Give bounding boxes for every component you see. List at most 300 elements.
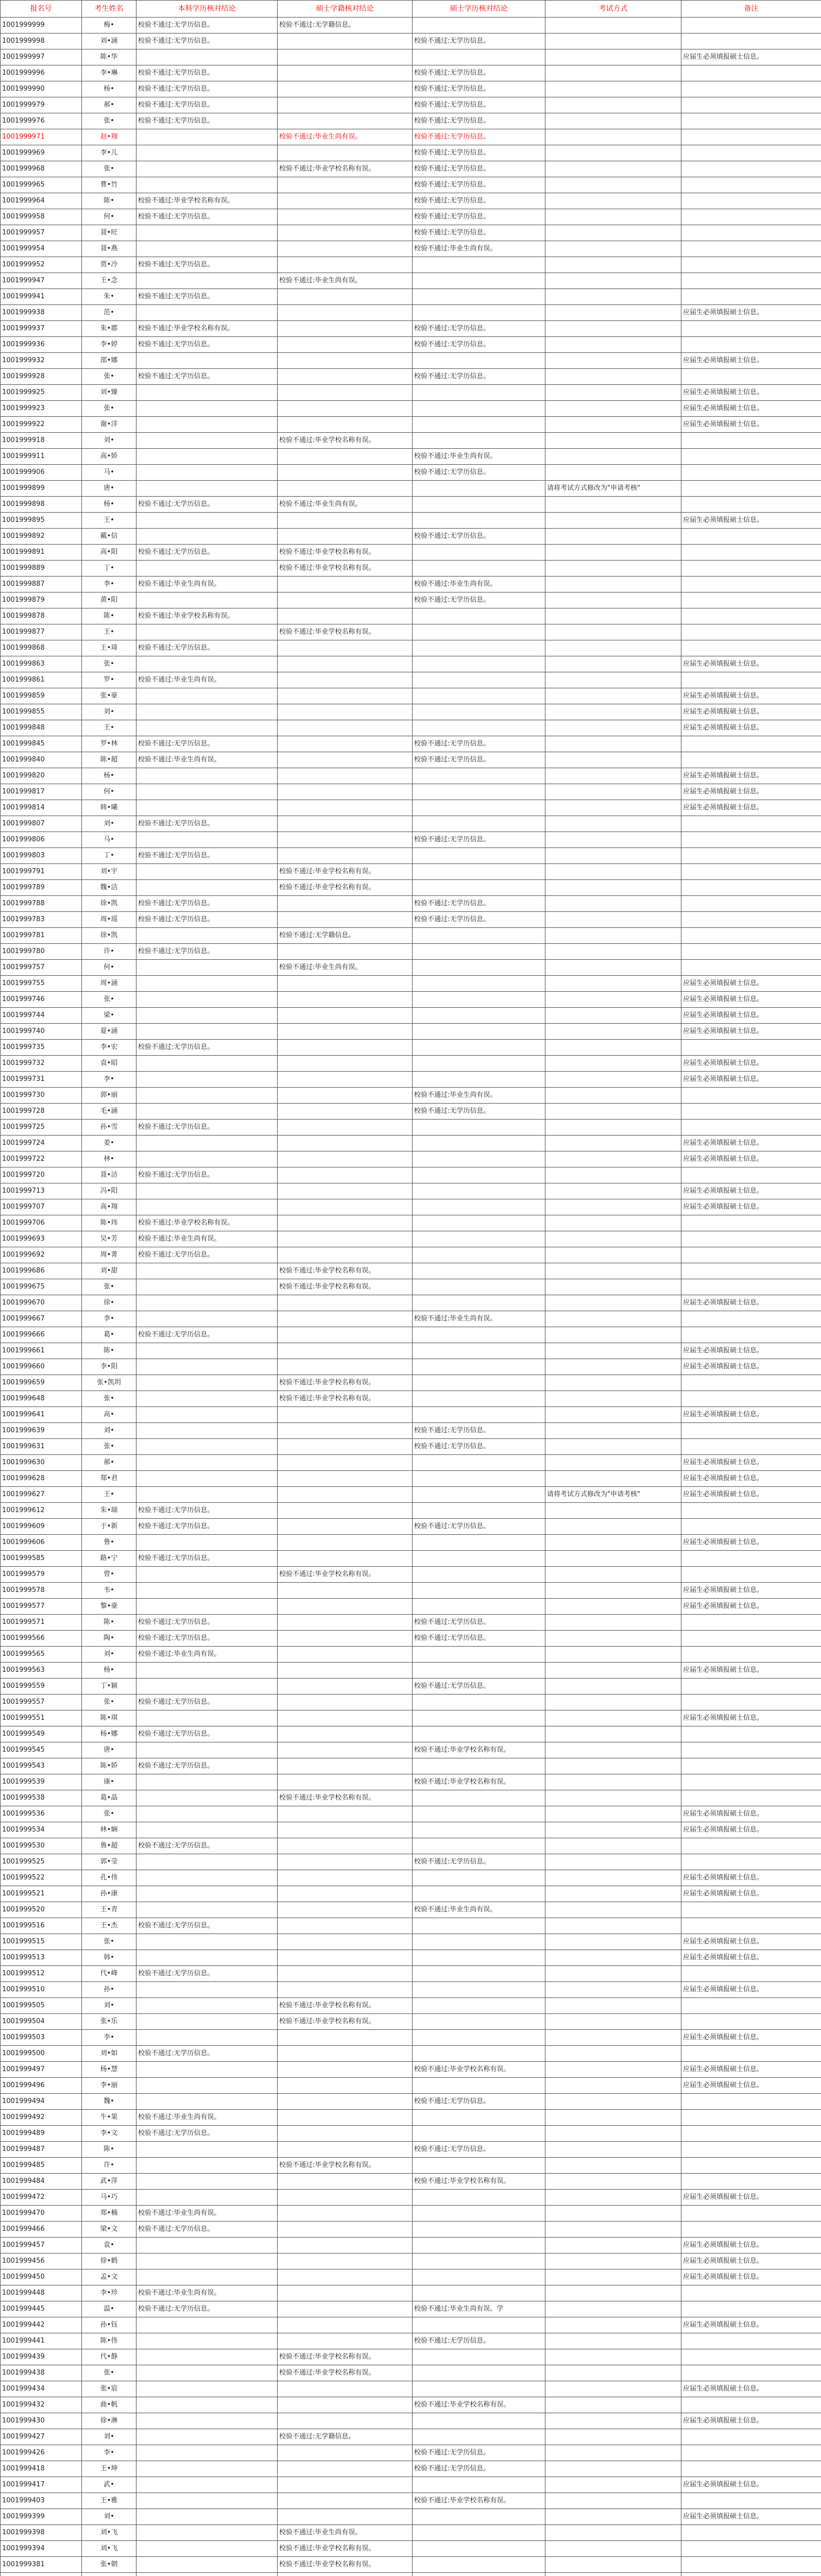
cell-bachelor-degree-check[interactable]: 校验不通过:无学历信息。 [136,1726,278,1742]
cell-remarks[interactable] [681,1854,821,1870]
cell-bachelor-degree-check[interactable]: 校验不通过:无学历信息。 [136,1966,278,1982]
cell-exam-method[interactable] [545,1407,681,1423]
table-row[interactable] [1,209,821,225]
cell-master-degree-check[interactable]: 校验不通过:无学历信息。 [413,81,545,97]
cell-bachelor-degree-check[interactable] [136,1854,278,1870]
table-row[interactable] [1,976,821,992]
cell-candidate-name[interactable]: 王•念 [82,273,136,289]
cell-exam-method[interactable] [545,1088,681,1104]
cell-remarks[interactable]: 应届生必须填报硕士信息。 [681,2030,821,2046]
cell-exam-method[interactable] [545,640,681,656]
cell-remarks[interactable]: 应届生必须填报硕士信息。 [681,1870,821,1886]
cell-master-degree-check[interactable] [413,2126,545,2142]
cell-remarks[interactable]: 应届生必须填报硕士信息。 [681,2253,821,2269]
cell-remarks[interactable]: 应届生必须填报硕士信息。 [681,1710,821,1726]
cell-registration-number[interactable]: 1001999724 [1,1136,82,1151]
cell-registration-number[interactable]: 1001999496 [1,2078,82,2094]
cell-exam-method[interactable] [545,784,681,800]
cell-bachelor-degree-check[interactable] [136,2461,278,2477]
cell-master-enrollment-check[interactable] [278,209,413,225]
cell-master-enrollment-check[interactable] [278,1056,413,1072]
cell-exam-method[interactable] [545,209,681,225]
cell-registration-number[interactable]: 1001999571 [1,1615,82,1631]
cell-master-degree-check[interactable] [413,800,545,816]
cell-exam-method[interactable] [545,1870,681,1886]
cell-master-enrollment-check[interactable] [278,177,413,193]
cell-candidate-name[interactable]: 王•坤 [82,2461,136,2477]
cell-candidate-name[interactable]: 曾• [82,1567,136,1583]
cell-master-degree-check[interactable]: 校验不通过:毕业生尚有误。学 [413,2301,545,2317]
cell-master-degree-check[interactable]: 校验不通过:无学历信息。 [413,65,545,81]
table-row[interactable] [1,1151,821,1167]
cell-candidate-name[interactable]: 陈•伟 [82,2333,136,2349]
cell-master-degree-check[interactable]: 校验不通过:无学历信息。 [413,752,545,768]
cell-exam-method[interactable] [545,1247,681,1263]
cell-exam-method[interactable] [545,1503,681,1519]
cell-master-enrollment-check[interactable] [278,577,413,592]
cell-candidate-name[interactable]: 马• [82,832,136,848]
cell-master-enrollment-check[interactable] [278,1439,413,1455]
header-master-degree-check[interactable]: 硕士学历核对结论 [413,1,545,18]
cell-master-degree-check[interactable]: 校验不通过:毕业学校名称有误。 [413,2174,545,2190]
table-row[interactable] [1,1040,821,1056]
cell-registration-number[interactable]: 1001999457 [1,2238,82,2253]
cell-master-degree-check[interactable] [413,1503,545,1519]
cell-master-degree-check[interactable] [413,2190,545,2206]
cell-bachelor-degree-check[interactable] [136,1710,278,1726]
table-row[interactable] [1,1423,821,1439]
cell-exam-method[interactable] [545,2557,681,2573]
cell-master-degree-check[interactable]: 校验不通过:无学历信息。 [413,193,545,209]
cell-master-degree-check[interactable] [413,1231,545,1247]
cell-master-enrollment-check[interactable] [278,113,413,129]
cell-exam-method[interactable] [545,513,681,529]
cell-candidate-name[interactable]: 范• [82,305,136,321]
cell-master-enrollment-check[interactable] [278,529,413,545]
cell-remarks[interactable] [681,193,821,209]
table-row[interactable] [1,2573,821,2576]
cell-candidate-name[interactable]: 孙•钰 [82,2317,136,2333]
cell-bachelor-degree-check[interactable]: 校验不通过:无学历信息。 [136,816,278,832]
table-row[interactable] [1,1295,821,1311]
cell-master-enrollment-check[interactable]: 校验不通过:毕业学校名称有误。 [278,864,413,880]
table-row[interactable] [1,1167,821,1183]
cell-master-enrollment-check[interactable] [278,1838,413,1854]
cell-master-degree-check[interactable] [413,688,545,704]
table-row[interactable] [1,2429,821,2445]
cell-exam-method[interactable] [545,1854,681,1870]
cell-remarks[interactable] [681,33,821,49]
cell-bachelor-degree-check[interactable]: 校验不通过:无学历信息。 [136,1694,278,1710]
cell-candidate-name[interactable]: 曹•竹 [82,177,136,193]
cell-candidate-name[interactable]: 张•朝 [82,2557,136,2573]
cell-master-degree-check[interactable] [413,1822,545,1838]
cell-bachelor-degree-check[interactable] [136,305,278,321]
table-row[interactable] [1,1407,821,1423]
cell-master-enrollment-check[interactable] [278,401,413,417]
table-row[interactable] [1,2142,821,2158]
cell-registration-number[interactable]: 1001999485 [1,2158,82,2174]
table-row[interactable] [1,449,821,465]
cell-master-degree-check[interactable]: 校验不通过:无学历信息。 [413,161,545,177]
cell-exam-method[interactable] [545,65,681,81]
cell-exam-method[interactable] [545,2477,681,2493]
cell-master-degree-check[interactable]: 校验不通过:无学历信息。 [413,369,545,385]
cell-candidate-name[interactable]: 陈• [82,1343,136,1359]
cell-bachelor-degree-check[interactable] [136,2413,278,2429]
cell-master-enrollment-check[interactable]: 校验不通过:毕业生尚有误。 [278,273,413,289]
cell-master-degree-check[interactable]: 校验不通过:毕业生尚有误。 [413,1902,545,1918]
cell-bachelor-degree-check[interactable] [136,688,278,704]
cell-bachelor-degree-check[interactable] [136,1343,278,1359]
cell-candidate-name[interactable]: 高•翔 [82,1199,136,1215]
cell-bachelor-degree-check[interactable] [136,704,278,720]
cell-exam-method[interactable] [545,944,681,960]
cell-master-enrollment-check[interactable] [278,688,413,704]
cell-candidate-name[interactable]: 郭•丽 [82,1088,136,1104]
table-row[interactable] [1,2206,821,2222]
cell-master-degree-check[interactable] [413,2509,545,2525]
cell-remarks[interactable] [681,640,821,656]
table-row[interactable] [1,704,821,720]
cell-bachelor-degree-check[interactable] [136,880,278,896]
cell-exam-method[interactable] [545,800,681,816]
cell-remarks[interactable] [681,1215,821,1231]
cell-master-enrollment-check[interactable]: 校验不通过:毕业学校名称有误。 [278,2541,413,2557]
table-row[interactable] [1,2525,821,2541]
cell-exam-method[interactable] [545,273,681,289]
cell-candidate-name[interactable]: 陈• [82,2142,136,2158]
table-row[interactable] [1,2413,821,2429]
table-row[interactable] [1,1279,821,1295]
cell-remarks[interactable]: 应届生必须填报硕士信息。 [681,1886,821,1902]
table-row[interactable] [1,1455,821,1471]
cell-exam-method[interactable] [545,385,681,401]
cell-master-enrollment-check[interactable]: 校验不通过:毕业学校名称有误。 [278,624,413,640]
cell-remarks[interactable] [681,1231,821,1247]
cell-master-degree-check[interactable] [413,417,545,433]
cell-candidate-name[interactable]: 林• [82,1151,136,1167]
cell-exam-method[interactable] [545,225,681,241]
cell-exam-method[interactable] [545,1663,681,1679]
cell-master-enrollment-check[interactable] [278,2317,413,2333]
cell-exam-method[interactable] [545,561,681,577]
cell-exam-method[interactable] [545,1104,681,1120]
cell-remarks[interactable] [681,241,821,257]
cell-master-enrollment-check[interactable] [278,2573,413,2576]
cell-remarks[interactable] [681,2142,821,2158]
cell-candidate-name[interactable]: 王• [82,720,136,736]
cell-remarks[interactable]: 应届生必须填报硕士信息。 [681,417,821,433]
cell-master-enrollment-check[interactable] [278,1455,413,1471]
cell-registration-number[interactable]: 1001999692 [1,1247,82,1263]
cell-candidate-name[interactable]: 张•宸 [82,2381,136,2397]
cell-registration-number[interactable]: 1001999438 [1,2365,82,2381]
cell-bachelor-degree-check[interactable]: 校验不通过:毕业学校名称有误。 [136,608,278,624]
cell-registration-number[interactable]: 1001999530 [1,1838,82,1854]
cell-master-degree-check[interactable] [413,1934,545,1950]
table-row[interactable] [1,1822,821,1838]
cell-master-enrollment-check[interactable]: 校验不通过:毕业学校名称有误。 [278,1375,413,1391]
cell-candidate-name[interactable]: 何• [82,960,136,976]
cell-master-degree-check[interactable] [413,2349,545,2365]
cell-master-degree-check[interactable] [413,1151,545,1167]
cell-candidate-name[interactable]: 丁• [82,848,136,864]
cell-bachelor-degree-check[interactable] [136,1391,278,1407]
cell-exam-method[interactable] [545,1679,681,1694]
cell-master-enrollment-check[interactable] [278,1615,413,1631]
cell-remarks[interactable]: 应届生必须填报硕士信息。 [681,1455,821,1471]
cell-remarks[interactable]: 应届生必须填报硕士信息。 [681,1056,821,1072]
table-row[interactable] [1,81,821,97]
cell-bachelor-degree-check[interactable] [136,768,278,784]
cell-bachelor-degree-check[interactable] [136,2557,278,2573]
table-row[interactable] [1,1567,821,1583]
table-row[interactable] [1,656,821,672]
table-row[interactable] [1,177,821,193]
cell-exam-method[interactable] [545,497,681,513]
cell-remarks[interactable] [681,2285,821,2301]
cell-master-enrollment-check[interactable] [278,2062,413,2078]
cell-remarks[interactable]: 应届生必须填报硕士信息。 [681,2078,821,2094]
cell-master-degree-check[interactable]: 校验不通过:无学历信息。 [413,1519,545,1535]
table-row[interactable] [1,2030,821,2046]
cell-master-degree-check[interactable] [413,944,545,960]
cell-master-degree-check[interactable] [413,928,545,944]
cell-candidate-name[interactable]: 魏• [82,2094,136,2110]
cell-exam-method[interactable] [545,193,681,209]
cell-exam-method[interactable] [545,2445,681,2461]
cell-bachelor-degree-check[interactable] [136,2397,278,2413]
table-row[interactable] [1,305,821,321]
cell-remarks[interactable]: 应届生必须填报硕士信息。 [681,353,821,369]
table-row[interactable] [1,736,821,752]
cell-exam-method[interactable] [545,752,681,768]
cell-exam-method[interactable] [545,2509,681,2525]
cell-candidate-name[interactable]: 徐•凯 [82,928,136,944]
cell-exam-method[interactable] [545,545,681,561]
cell-master-degree-check[interactable] [413,1247,545,1263]
cell-exam-method[interactable] [545,337,681,353]
cell-master-enrollment-check[interactable] [278,768,413,784]
cell-remarks[interactable] [681,2206,821,2222]
cell-exam-method[interactable] [545,1966,681,1982]
cell-remarks[interactable] [681,65,821,81]
cell-master-enrollment-check[interactable] [278,1631,413,1647]
cell-master-enrollment-check[interactable] [278,1311,413,1327]
cell-exam-method[interactable] [545,896,681,912]
cell-exam-method[interactable] [545,1615,681,1631]
table-row[interactable] [1,401,821,417]
cell-bachelor-degree-check[interactable] [136,1902,278,1918]
cell-bachelor-degree-check[interactable] [136,161,278,177]
cell-candidate-name[interactable]: 周•菁 [82,1247,136,1263]
cell-candidate-name[interactable]: 杨•慧 [82,2062,136,2078]
cell-registration-number[interactable]: 1001999730 [1,1088,82,1104]
cell-bachelor-degree-check[interactable]: 校验不通过:毕业生尚有误。 [136,2110,278,2126]
cell-candidate-name[interactable]: 张• [82,1279,136,1295]
cell-registration-number[interactable]: 1001999887 [1,577,82,592]
table-row[interactable] [1,1966,821,1982]
cell-master-degree-check[interactable]: 校验不通过:无学历信息。 [413,33,545,49]
cell-candidate-name[interactable]: 梁•文 [82,2222,136,2238]
table-row[interactable] [1,1710,821,1726]
cell-master-degree-check[interactable]: 校验不通过:无学历信息。 [413,177,545,193]
cell-bachelor-degree-check[interactable] [136,241,278,257]
cell-master-enrollment-check[interactable] [278,2381,413,2397]
cell-master-enrollment-check[interactable]: 校验不通过:毕业生尚有误。 [278,129,413,145]
cell-bachelor-degree-check[interactable]: 校验不通过:毕业学校名称有误。 [136,193,278,209]
table-row[interactable] [1,561,821,577]
cell-bachelor-degree-check[interactable] [136,513,278,529]
cell-registration-number[interactable]: 1001999820 [1,768,82,784]
cell-candidate-name[interactable]: 毛•涵 [82,1104,136,1120]
cell-remarks[interactable] [681,1742,821,1758]
cell-remarks[interactable] [681,928,821,944]
cell-remarks[interactable]: 应届生必须填报硕士信息。 [681,1199,821,1215]
cell-candidate-name[interactable]: 张•凯玥 [82,1375,136,1391]
cell-master-enrollment-check[interactable] [278,2301,413,2317]
cell-exam-method[interactable] [545,928,681,944]
cell-registration-number[interactable]: 1001999578 [1,1583,82,1599]
cell-bachelor-degree-check[interactable] [136,1056,278,1072]
cell-registration-number[interactable]: 1001999848 [1,720,82,736]
cell-candidate-name[interactable]: 王• [82,513,136,529]
cell-master-enrollment-check[interactable] [278,1742,413,1758]
table-row[interactable] [1,385,821,401]
cell-registration-number[interactable]: 1001999969 [1,145,82,161]
cell-registration-number[interactable]: 1001999539 [1,1774,82,1790]
cell-master-degree-check[interactable]: 校验不通过:无学历信息。 [413,912,545,928]
cell-registration-number[interactable]: 1001999998 [1,33,82,49]
cell-registration-number[interactable]: 1001999891 [1,545,82,561]
cell-master-enrollment-check[interactable] [278,1726,413,1742]
cell-master-degree-check[interactable] [413,1886,545,1902]
table-row[interactable] [1,1008,821,1024]
cell-master-degree-check[interactable]: 校验不通过:无学历信息。 [413,129,545,145]
table-row[interactable] [1,529,821,545]
cell-master-degree-check[interactable] [413,1535,545,1551]
cell-master-enrollment-check[interactable] [278,2190,413,2206]
cell-exam-method[interactable] [545,736,681,752]
cell-bachelor-degree-check[interactable] [136,1311,278,1327]
cell-bachelor-degree-check[interactable] [136,481,278,497]
cell-candidate-name[interactable]: 李•儿 [82,145,136,161]
cell-bachelor-degree-check[interactable] [136,1774,278,1790]
table-row[interactable] [1,1471,821,1487]
cell-bachelor-degree-check[interactable]: 校验不通过:无学历信息。 [136,2046,278,2062]
cell-master-enrollment-check[interactable] [278,1088,413,1104]
cell-registration-number[interactable]: 1001999549 [1,1726,82,1742]
cell-registration-number[interactable]: 1001999456 [1,2253,82,2269]
cell-remarks[interactable]: 应届生必须填报硕士信息。 [681,513,821,529]
cell-candidate-name[interactable]: 郑•君 [82,1471,136,1487]
cell-candidate-name[interactable]: 邵•娜 [82,353,136,369]
cell-master-enrollment-check[interactable] [278,1551,413,1567]
cell-bachelor-degree-check[interactable] [136,1423,278,1439]
cell-registration-number[interactable]: 1001999923 [1,401,82,417]
cell-exam-method[interactable] [545,624,681,640]
cell-master-enrollment-check[interactable] [278,1870,413,1886]
table-row[interactable] [1,2509,821,2525]
cell-candidate-name[interactable]: 武• [82,2477,136,2493]
cell-master-degree-check[interactable] [413,1120,545,1136]
cell-master-degree-check[interactable] [413,768,545,784]
cell-master-degree-check[interactable] [413,2429,545,2445]
cell-registration-number[interactable]: 1001999791 [1,864,82,880]
cell-registration-number[interactable]: 1001999937 [1,321,82,337]
cell-master-enrollment-check[interactable] [278,2238,413,2253]
cell-registration-number[interactable]: 1001999497 [1,2062,82,2078]
cell-exam-method[interactable] [545,816,681,832]
cell-candidate-name[interactable]: 徐•淋 [82,2413,136,2429]
cell-master-degree-check[interactable] [413,2014,545,2030]
cell-bachelor-degree-check[interactable] [136,928,278,944]
cell-exam-method[interactable] [545,1343,681,1359]
cell-master-enrollment-check[interactable] [278,513,413,529]
cell-master-enrollment-check[interactable]: 校验不通过:无学籍信息。 [278,18,413,33]
table-row[interactable] [1,2349,821,2365]
cell-remarks[interactable] [681,2301,821,2317]
cell-remarks[interactable] [681,81,821,97]
cell-master-enrollment-check[interactable] [278,2206,413,2222]
cell-master-enrollment-check[interactable] [278,2269,413,2285]
cell-candidate-name[interactable]: 赵•翔 [82,129,136,145]
cell-master-degree-check[interactable] [413,2222,545,2238]
cell-exam-method[interactable] [545,672,681,688]
cell-master-degree-check[interactable] [413,1343,545,1359]
cell-master-enrollment-check[interactable] [278,752,413,768]
cell-master-degree-check[interactable] [413,2206,545,2222]
cell-master-enrollment-check[interactable] [278,1583,413,1599]
cell-candidate-name[interactable]: 刘• [82,2429,136,2445]
cell-candidate-name[interactable]: 孙•康 [82,1886,136,1902]
cell-exam-method[interactable] [545,2349,681,2365]
cell-registration-number[interactable]: 1001999516 [1,1918,82,1934]
cell-registration-number[interactable]: 1001999670 [1,1295,82,1311]
cell-bachelor-degree-check[interactable] [136,1535,278,1551]
table-row[interactable] [1,1790,821,1806]
cell-master-degree-check[interactable] [413,1583,545,1599]
cell-exam-method[interactable] [545,2190,681,2206]
cell-master-degree-check[interactable] [413,960,545,976]
cell-registration-number[interactable]: 1001999585 [1,1551,82,1567]
cell-bachelor-degree-check[interactable]: 校验不通过:无学历信息。 [136,1167,278,1183]
cell-bachelor-degree-check[interactable] [136,177,278,193]
cell-master-enrollment-check[interactable] [278,289,413,305]
cell-exam-method[interactable] [545,1391,681,1407]
cell-registration-number[interactable]: 1001999500 [1,2046,82,2062]
cell-remarks[interactable] [681,2046,821,2062]
cell-exam-method[interactable] [545,49,681,65]
cell-candidate-name[interactable]: 李• [82,577,136,592]
cell-registration-number[interactable]: 1001999631 [1,1439,82,1455]
cell-registration-number[interactable]: 1001999628 [1,1471,82,1487]
table-row[interactable] [1,1742,821,1758]
cell-bachelor-degree-check[interactable] [136,2429,278,2445]
cell-candidate-name[interactable]: 武•萍 [82,2174,136,2190]
cell-candidate-name[interactable]: 罗• [82,672,136,688]
cell-remarks[interactable]: 应届生必须填报硕士信息。 [681,2238,821,2253]
cell-master-enrollment-check[interactable] [278,736,413,752]
cell-candidate-name[interactable]: 唐• [82,481,136,497]
cell-master-enrollment-check[interactable] [278,2222,413,2238]
table-row[interactable] [1,337,821,353]
cell-bachelor-degree-check[interactable] [136,417,278,433]
cell-candidate-name[interactable]: 杨• [82,497,136,513]
cell-remarks[interactable] [681,1615,821,1631]
cell-candidate-name[interactable]: 丁•颖 [82,1679,136,1694]
